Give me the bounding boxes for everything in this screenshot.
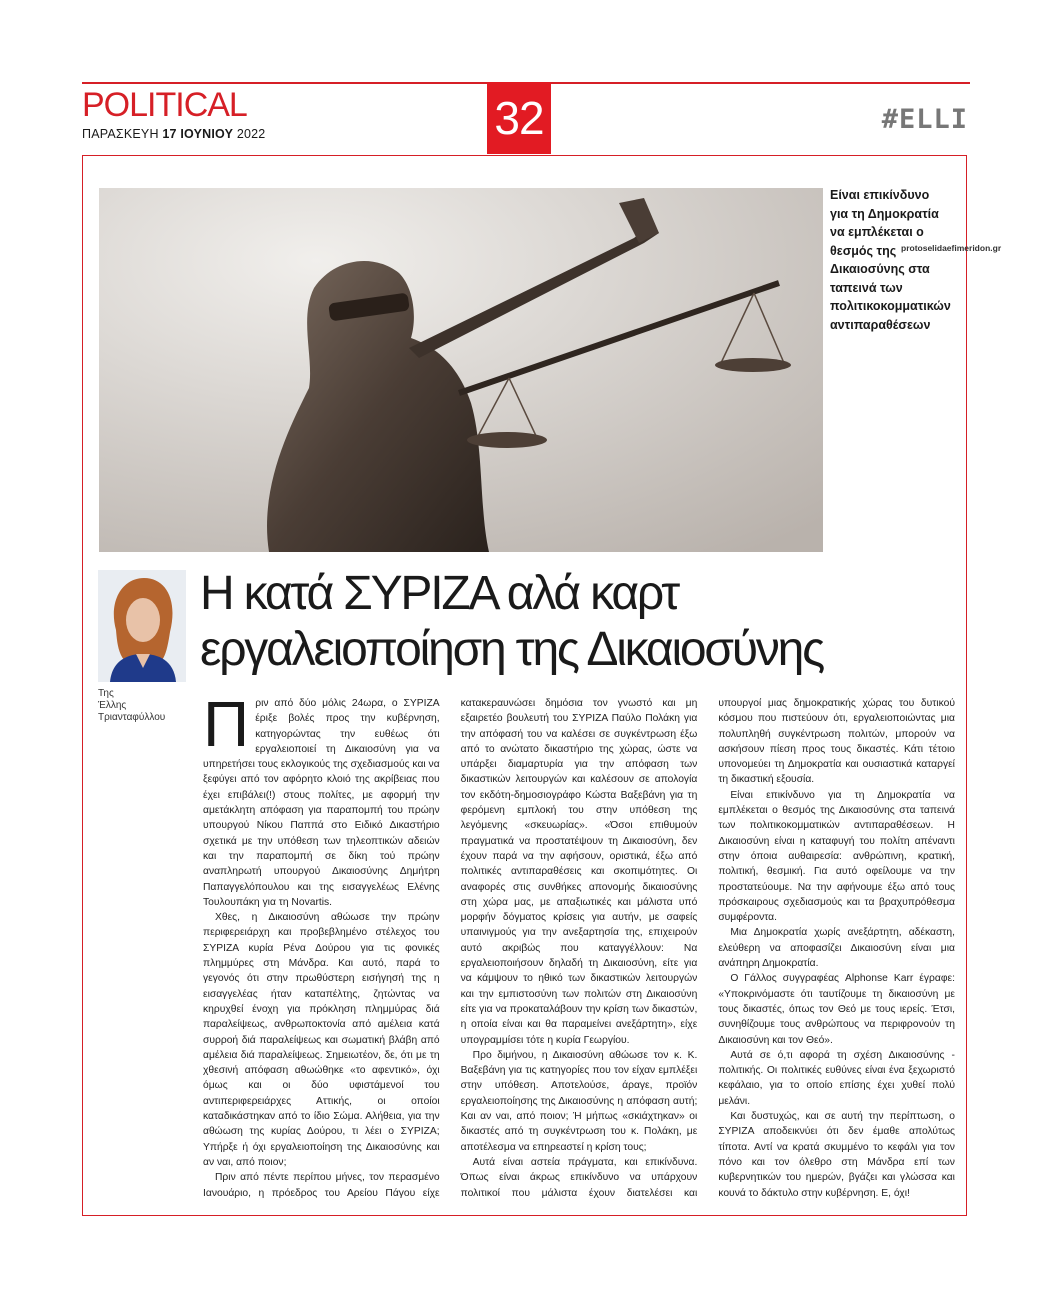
byline-first-name: Έλλης	[98, 700, 127, 711]
author-photo	[98, 570, 186, 682]
headline-line-1: Η κατά ΣΥΡΙΖΑ αλά καρτ	[200, 567, 679, 620]
date-year: 2022	[236, 127, 266, 141]
issue-date	[82, 127, 265, 141]
article-paragraph: Είναι επικίνδυνο για τη Δημοκρατία να εμπλέκεται ο θεσμός της Δικαιοσύνης στα ταπεινά των πολιτικοκομματικών αντιπαραθέσεων. Η Δικαιοσύνη είναι η καταφυγή του πολίτη απέναντι στην όποια αυθαιρεσία: ανθρώπινη, κρατική, πολιτική, θεσμική. Για αυτό οφείλουμε να την προστατεύουμε. Να την αφήνουμε έξω από τους πρόσκαιρους σχεδιασμούς και τα βραχυπρόθεσμα συμφέροντα.	[718, 789, 955, 924]
section-title: POLITICAL	[82, 86, 247, 124]
article-body	[203, 688, 955, 1202]
article-paragraph: Αυτά είναι αστεία πράγματα, και επικίνδυνα. Όπως είναι άκρως επικίνδυνο να υπάρχουν πολιτικοί που μάλιστα έχουν διατελέσει και υπουργοί μιας δημοκρατικής χώρας του δυτικού κόσμου που πιστεύουν ότι, εργαλειοποιώντας μια πολυπληθή συγκέντρωση πολιτών, μπορούν να ασκήσουν πίεση προς τους δικαστές. Κάτι τέτοιο υπονομεύει τη Δημοκρατία και ουσιαστικά καταργεί τη δικαστική εξουσία.	[460, 698, 955, 1199]
page-number: 32	[487, 82, 551, 154]
pull-quote: Είναι επικίνδυνο για τη Δημοκρατία να εμπλέκεται ο θεσμός της Δικαιοσύνης στα ταπεινά των πολιτικοκομματικών αντιπαραθέσεων	[830, 188, 951, 332]
article-paragraph: Χθες, η Δικαιοσύνη αθώωσε την πρώην περιφερειάρχη και προβεβλημένο στέλεχος του ΣΥΡΙΖΑ κυρία Ρένα Δούρου για τις φονικές πλημμύρες στη Μάνδρα. Και αυτό, παρά το γεγονός ότι στην πρωθύστερη εισήγησή της η εισαγγελέας ήταν καταπέλτης, ζητώντας να κηρυχθεί ένοχη για πρόκληση πλημμύρας διά παραλείψεως, ανθρωποκτονία από αμέλεια κατά συρροή διά παραλείψεως και σωματική βλάβη από αμέλεια διά παραλείψεως. Σημειωτέον, δε, ότι με τη χθεσινή απόφαση αθωώθηκε «το αφεντικό», όχι όμως και οι δύο υφιστάμενοί του αντιπεριφερειάρχες Αττικής, οι οποίοι καταδικάστηκαν από το ίδιο Σώμα. Αλήθεια, για την αθώωση της κυρίας Δούρου, τι λέει ο ΣΥΡΙΖΑ; Υπήρξε ή όχι εργαλειοποίηση της Δικαιοσύνης και αν ναι, από ποιον;	[203, 912, 440, 1168]
date-day-month: 17 ΙΟΥΝΙΟΥ	[162, 127, 234, 141]
article-paragraph: Μια Δημοκρατία χωρίς ανεξάρτητη, αδέκαστη, ελεύθερη να αποφασίζει Δικαιοσύνη είναι μια ανάπηρη Δημοκρατία.	[718, 927, 955, 970]
drop-cap: Π	[203, 688, 250, 760]
article-paragraph: Πριν από πέντε περίπου μήνες, τον περασμένο Ιανουάριο, η πρόεδρος του Αρείου Πάγου είχε κατακεραυνώσει δημόσια τον γνωστό και μη εξαιρετέο βουλευτή του ΣΥΡΙΖΑ Παύλο Πολάκη για την απόφασή του να καλέσει σε συγκέντρωση έξω από το ανώτατο δικαστήριο της χώρας, ώστε να υπάρξει διαμαρτυρία για την απόφαση των δικαστικών λειτουργών και καλέσουν σε απολογία τον εκδότη-δημοσιογράφο Κώστα Βαξεβάνη για τη φερόμενη εμπλοκή του στην υπόθεση της λεγόμενης «σκευωρίας». «Όσοι επιθυμούν πραγματικά να προστατέψουν τη Δικαιοσύνη, δεν έχουν παρά να την αφήσουν, οριστικά, έξω από πολιτικές αντιπαραθέσεις και σκοπιμότητες. Οι αναφορές στις συνθήκες απονομής δικαιοσύνης στη χώρα μας, με απαξιωτικές και μάλιστα υπό μορφήν δόγματος κρίσεις για αυτήν, με σαφείς υπαινιγμούς για την ανεξαρτησία της, επιχειρούν αυτό ακριβώς που καταγγέλλουν: Να εργαλειοποιήσουν δηλαδή τη Δικαιοσύνη, είτε για να κάμψουν το ηθικό των δικαστικών λειτουργών και την εμπιστοσύνη των πολιτών στη Δικαιοσύνη είτε για να προκαταλάβουν την κρίση των δικαστών, η οποία είναι και θα παραμείνει ανεξάρτητη», είχε υπογραμμίσει τότε η κυρία Γεωργίου.	[203, 698, 698, 1199]
article-paragraph: Ο Γάλλος συγγραφέας Alphonse Karr έγραφε: «Υποκρινόμαστε ότι ταυτίζουμε τη δικαιοσύνη με τους δικαστές, όπως τον Θεό με τους ιερείς. Έτσι, συνηθίζουμε τους ανθρώπους να περιφρονούν τη Δικαιοσύνη και τον Θεό».	[718, 973, 955, 1046]
byline-prefix: Της	[98, 688, 114, 699]
date-weekday: ΠΑΡΑΣΚΕΥΗ	[82, 127, 159, 141]
article-paragraph: Και δυστυχώς, και σε αυτή την περίπτωση, ο ΣΥΡΙΖΑ αποδεικνύει ότι δεν έμαθε απολύτως τίποτα. Αντί να κρατά σκυμμένο το κεφάλι για τον πόνο και τον όλεθρο στη Μάνδρα επί των κυβερνητικών του ημερών, βγάζει και γλώσσα και κουνά το δάκτυλο στην κυβέρνηση. Ε, όχι!	[718, 1111, 955, 1199]
byline-last-name: Τριανταφύλλου	[98, 712, 166, 723]
source-watermark: protoselidaefimeridon.gr	[901, 243, 1002, 253]
article-paragraph: Πριν από δύο μόλις 24ωρα, ο ΣΥΡΙΖΑ έριξε βολές προς την κυβέρνηση, κατηγορώντας την ευθέως ότι εργαλειοποιεί τη Δικαιοσύνη για να υπηρετήσει τους εκλογικούς της σχεδιασμούς και να ξεφύγει από τον αφόρητο κλοιό της ακρίβειας που έχει επιβάλει(!) στους πολίτες, με αφορμή την αμετάκλητη απόφαση για παραπομπή του πρώην υπουργού Νίκου Παππά στο Ειδικό Δικαστήριο σχετικά με την υπόθεση των τηλεοπτικών αδειών και την παραπομπή σε δίκη τού πρώην αναπληρωτή υπουργού Δικαιοσύνης Δημήτρη Παπαγγελόπουλου και της εισαγγελέως Ελένης Τουλουπάκη για τη Novartis.	[203, 688, 440, 908]
article-paragraph: Προ διμήνου, η Δικαιοσύνη αθώωσε τον κ. Κ. Βαξεβάνη για τις κατηγορίες που τον είχαν εμπλέξει στην υπόθεση. Αποτελούσε, άραγε, προϊόν εργαλειοποίησης της Δικαιοσύνης η απόφαση αυτή; Και αν ναι, από ποιον; Ή μήπως «σκιάχτηκαν» οι δικαστές από τη συγκέντρωση του κ. Πολάκη, με αποτέλεσμα να επηρεαστεί η κρίση τους;	[460, 1049, 698, 1153]
article-paragraph: Αυτά σε ό,τι αφορά τη σχέση Δικαιοσύνης - πολιτικής. Οι πολιτικές ευθύνες είναι ένα ξεχωριστό κεφάλαιο, για το οποίο επίσης έχει χυθεί πολύ μελάνι.	[718, 1049, 955, 1107]
article-headline	[200, 566, 960, 678]
headline-line-2: εργαλειοποίηση της Δικαιοσύνης	[200, 623, 824, 676]
byline	[98, 688, 165, 724]
publication-hashtag: #ELLI	[881, 104, 968, 135]
lady-justice-photo	[99, 188, 823, 552]
